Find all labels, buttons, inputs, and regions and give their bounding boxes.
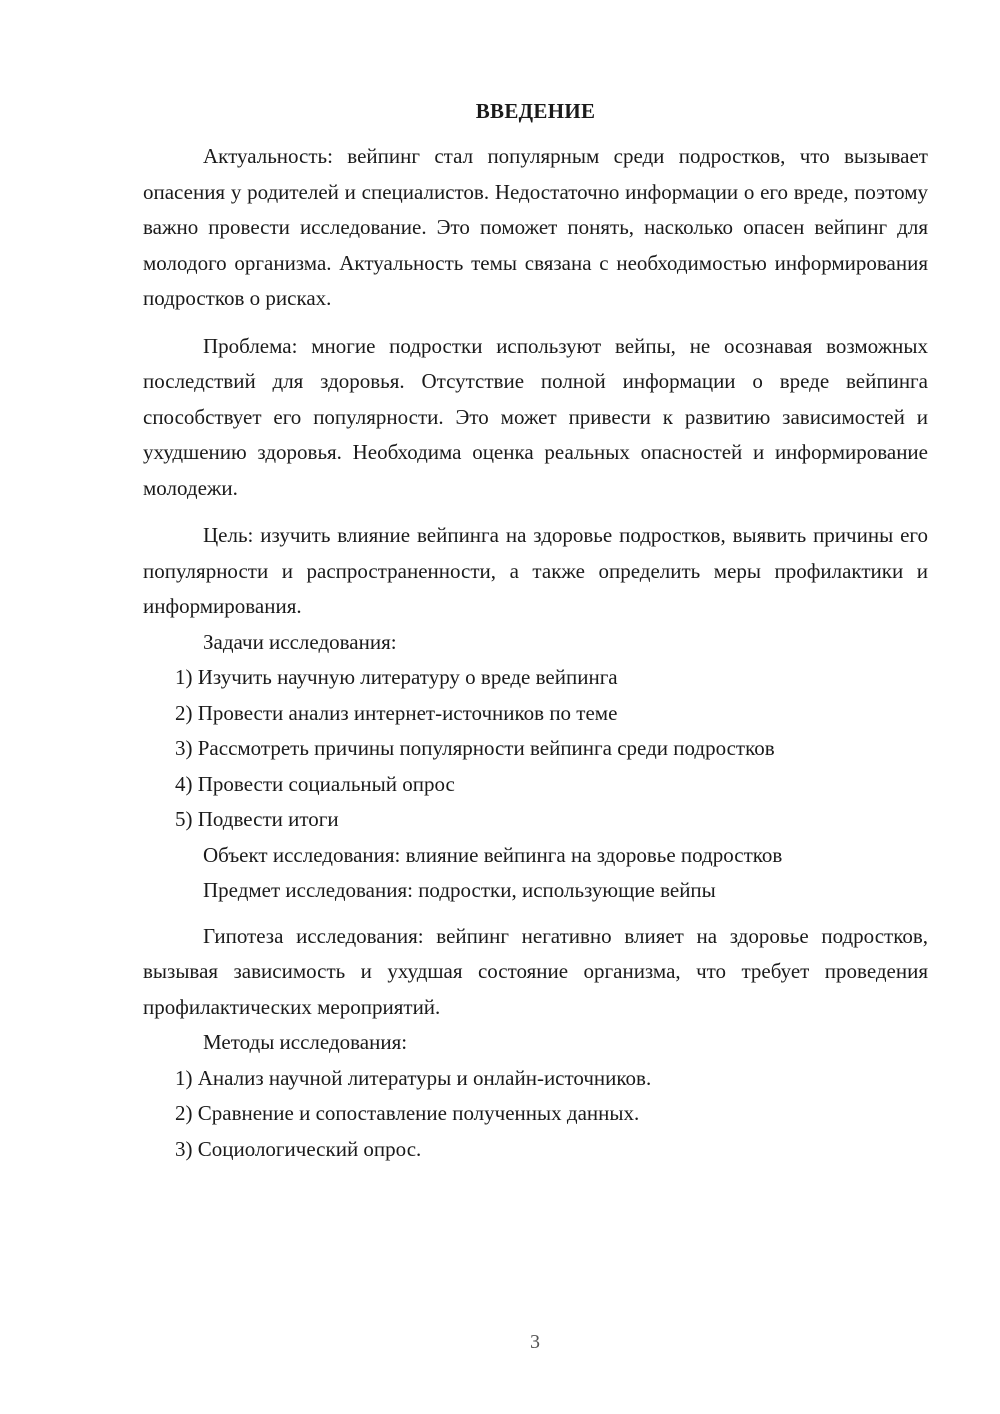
document-page <box>143 94 928 1167</box>
task-item: 2) Провести анализ интернет-источников по теме <box>175 700 618 725</box>
methods-heading: Методы исследования: <box>203 1030 408 1054</box>
method-item: 3) Социологический опрос. <box>175 1136 422 1161</box>
task-item: 1) Изучить научную литературу о вреде вейпинга <box>175 665 618 689</box>
relevance-paragraph: Актуальность: вейпинг стал популярным среди подростков, что вызывает опасения у родителей и специалистов. Недостаточно информации о его вреде, поэтому важно провести исследование. Это поможет понять, насколько опасен вейпинг для молодого организма. Актуальность темы связана с необходимостью информирования подростков о рисках. <box>143 144 928 310</box>
hypothesis-paragraph: Гипотеза исследования: вейпинг негативно влияет на здоровье подростков, вызывая зависимость и ухудшая состояние организма, что требует проведения профилактических мероприятий. <box>143 923 928 1019</box>
method-item: 2) Сравнение и сопоставление полученных данных. <box>175 1101 640 1125</box>
problem-paragraph: Проблема: многие подростки используют вейпы, не осознавая возможных последствий для здоровья. Отсутствие полной информации о вреде вейпинга способствует его популярности. Это может привести к развитию зависимостей и ухудшению здоровья. Необходима оценка реальных опасностей и информирование молодежи. <box>143 333 928 500</box>
subject-line: Предмет исследования: подростки, использующие вейпы <box>203 878 716 902</box>
task-item: 4) Провести социальный опрос <box>175 771 455 796</box>
page-title: ВВЕДЕНИЕ <box>475 99 596 123</box>
object-line: Объект исследования: влияние вейпинга на здоровье подростков <box>203 842 783 867</box>
page-number: 3 <box>530 1331 540 1353</box>
method-item: 1) Анализ научной литературы и онлайн-источников. <box>175 1065 652 1090</box>
tasks-heading: Задачи исследования: <box>203 629 397 654</box>
task-item: 3) Рассмотреть причины популярности вейпинга среди подростков <box>175 736 775 760</box>
task-item: 5) Подвести итоги <box>175 807 339 831</box>
goal-paragraph: Цель: изучить влияние вейпинга на здоровье подростков, выявить причины его популярности и распространенности, а также определить меры профилактики и информирования. <box>143 523 928 618</box>
